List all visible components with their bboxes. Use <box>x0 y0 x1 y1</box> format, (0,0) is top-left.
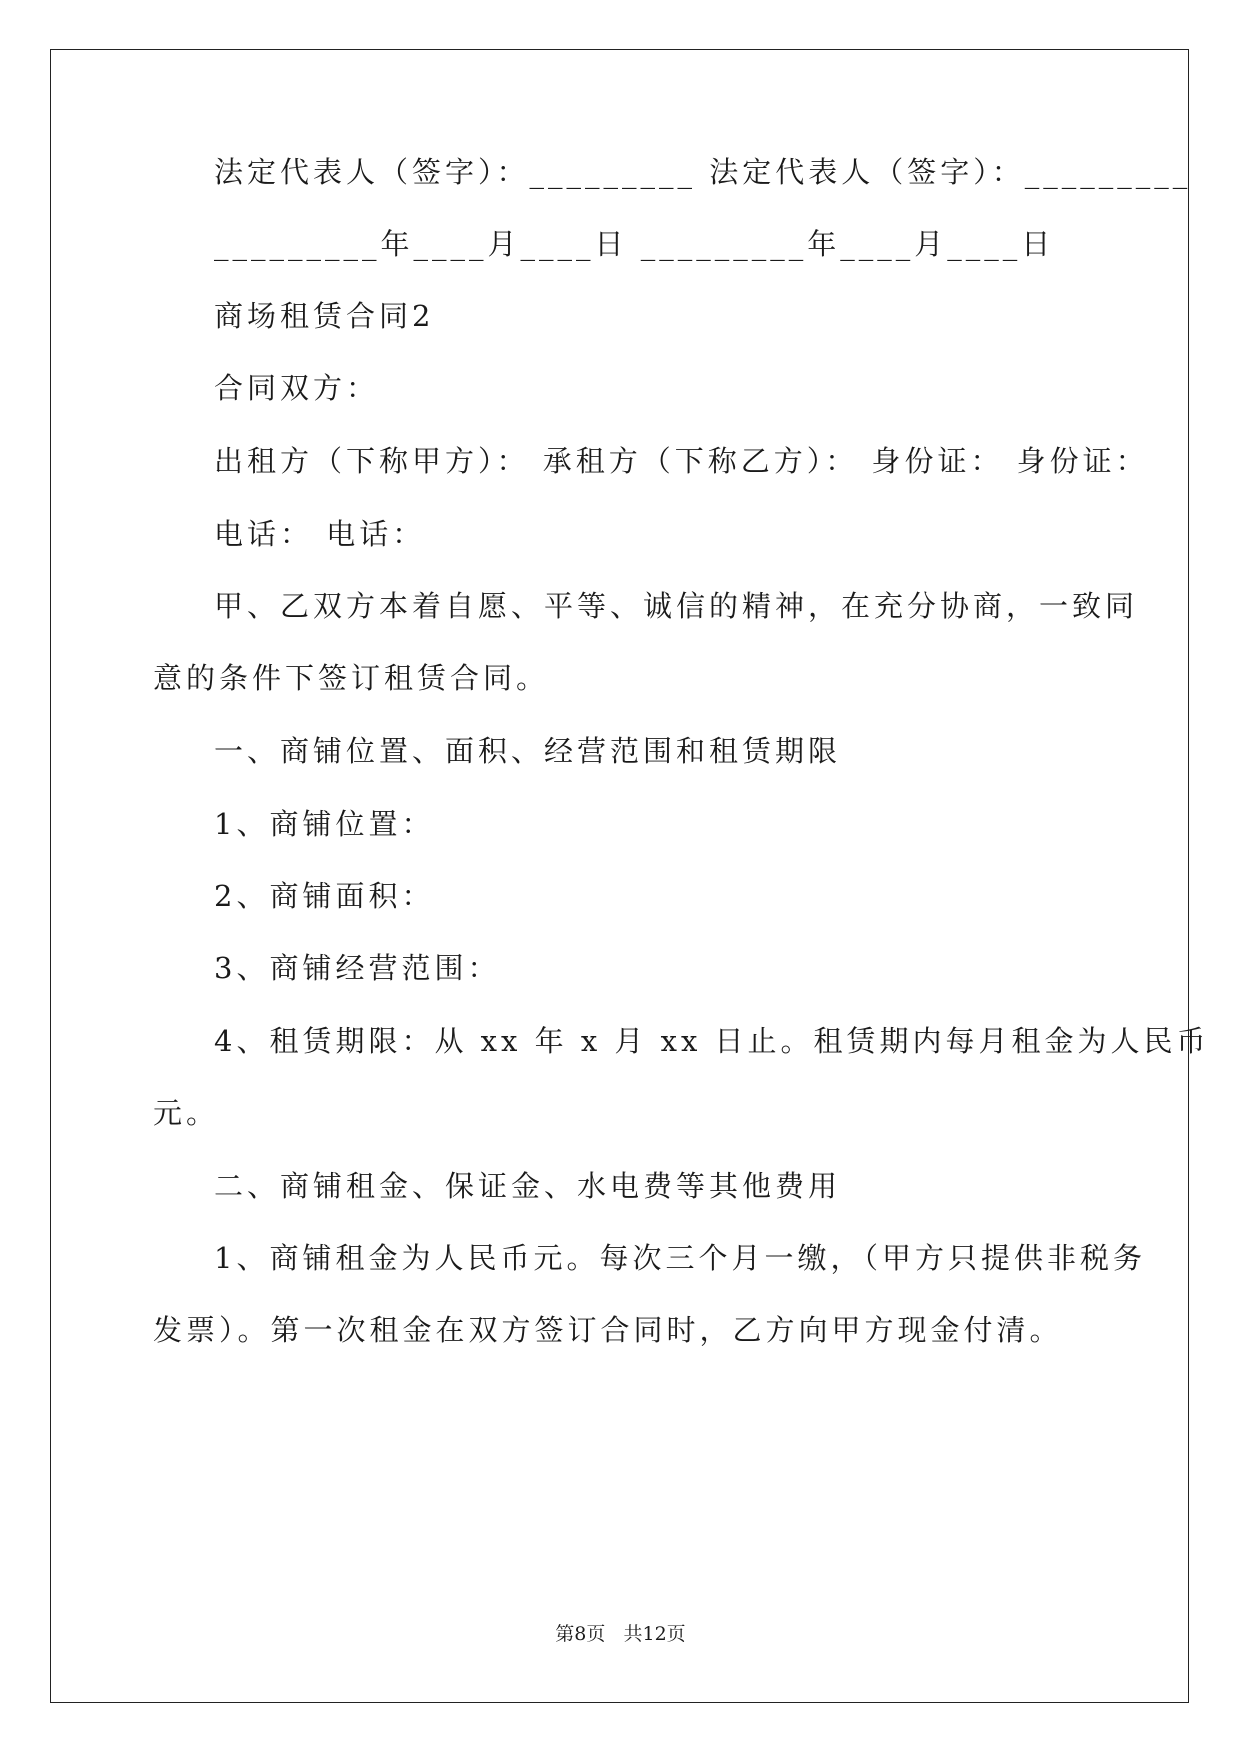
intro-paragraph-line-1: 甲、乙双方本着自愿、平等、诚信的精神，在充分协商，一致同 <box>214 589 1139 623</box>
page-number-footer: 第8页 共12页 <box>555 1623 686 1645</box>
item-4-term-line-2: 元。 <box>153 1096 220 1130</box>
rent-paragraph-line-1: 1、商铺租金为人民币元。每次三个月一缴，（甲方只提供非税务 <box>214 1241 1146 1275</box>
section-1-heading: 一、商铺位置、面积、经营范围和租赁期限 <box>214 734 842 768</box>
item-1-location: 1、商铺位置： <box>214 807 435 841</box>
intro-paragraph-line-2: 意的条件下签订租赁合同。 <box>153 661 550 695</box>
contract-title: 商场租赁合同2 <box>214 299 435 333</box>
item-3-scope: 3、商铺经营范围： <box>214 951 501 985</box>
section-2-heading: 二、商铺租金、保证金、水电费等其他费用 <box>214 1169 842 1203</box>
item-2-area: 2、商铺面积： <box>214 879 435 913</box>
date-line: _________年____月____日 _________年____月____日 <box>214 227 1055 261</box>
parties-heading: 合同双方： <box>214 371 380 405</box>
parties-line: 出租方（下称甲方）： 承租方（下称乙方）： 身份证： 身份证： <box>214 444 1149 478</box>
item-4-term-line-1: 4、租赁期限：从 xx 年 x 月 xx 日止。租赁期内每月租金为人民币 <box>214 1024 1210 1058</box>
signature-line: 法定代表人（签字）：_________ 法定代表人（签字）：_________ <box>214 155 1192 189</box>
phone-line: 电话： 电话： <box>214 517 426 551</box>
rent-paragraph-line-2: 发票）。第一次租金在双方签订合同时，乙方向甲方现金付清。 <box>153 1313 1063 1347</box>
